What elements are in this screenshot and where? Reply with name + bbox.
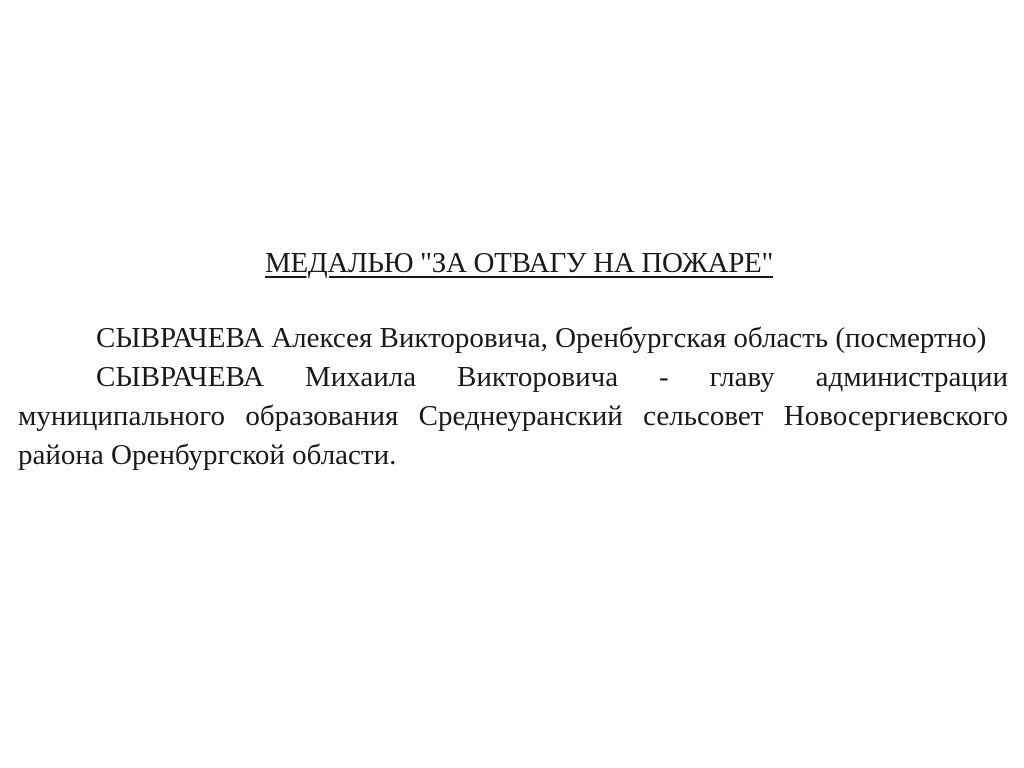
- award-heading-text: МЕДАЛЬЮ "ЗА ОТВАГУ НА ПОЖАРЕ": [264, 247, 774, 279]
- award-recipient-1: СЫВРАЧЕВА Алексея Викторовича, Оренбургская область (посмертно): [96, 322, 987, 354]
- document-body: [18, 244, 1008, 475]
- award-heading: [18, 244, 1008, 283]
- award-recipient-2: СЫВРАЧЕВА Михаила Викторовича - главу администрации муниципального образования Среднеуранский сельсовет Новосергиевского района Оренбургской области.: [18, 361, 1008, 471]
